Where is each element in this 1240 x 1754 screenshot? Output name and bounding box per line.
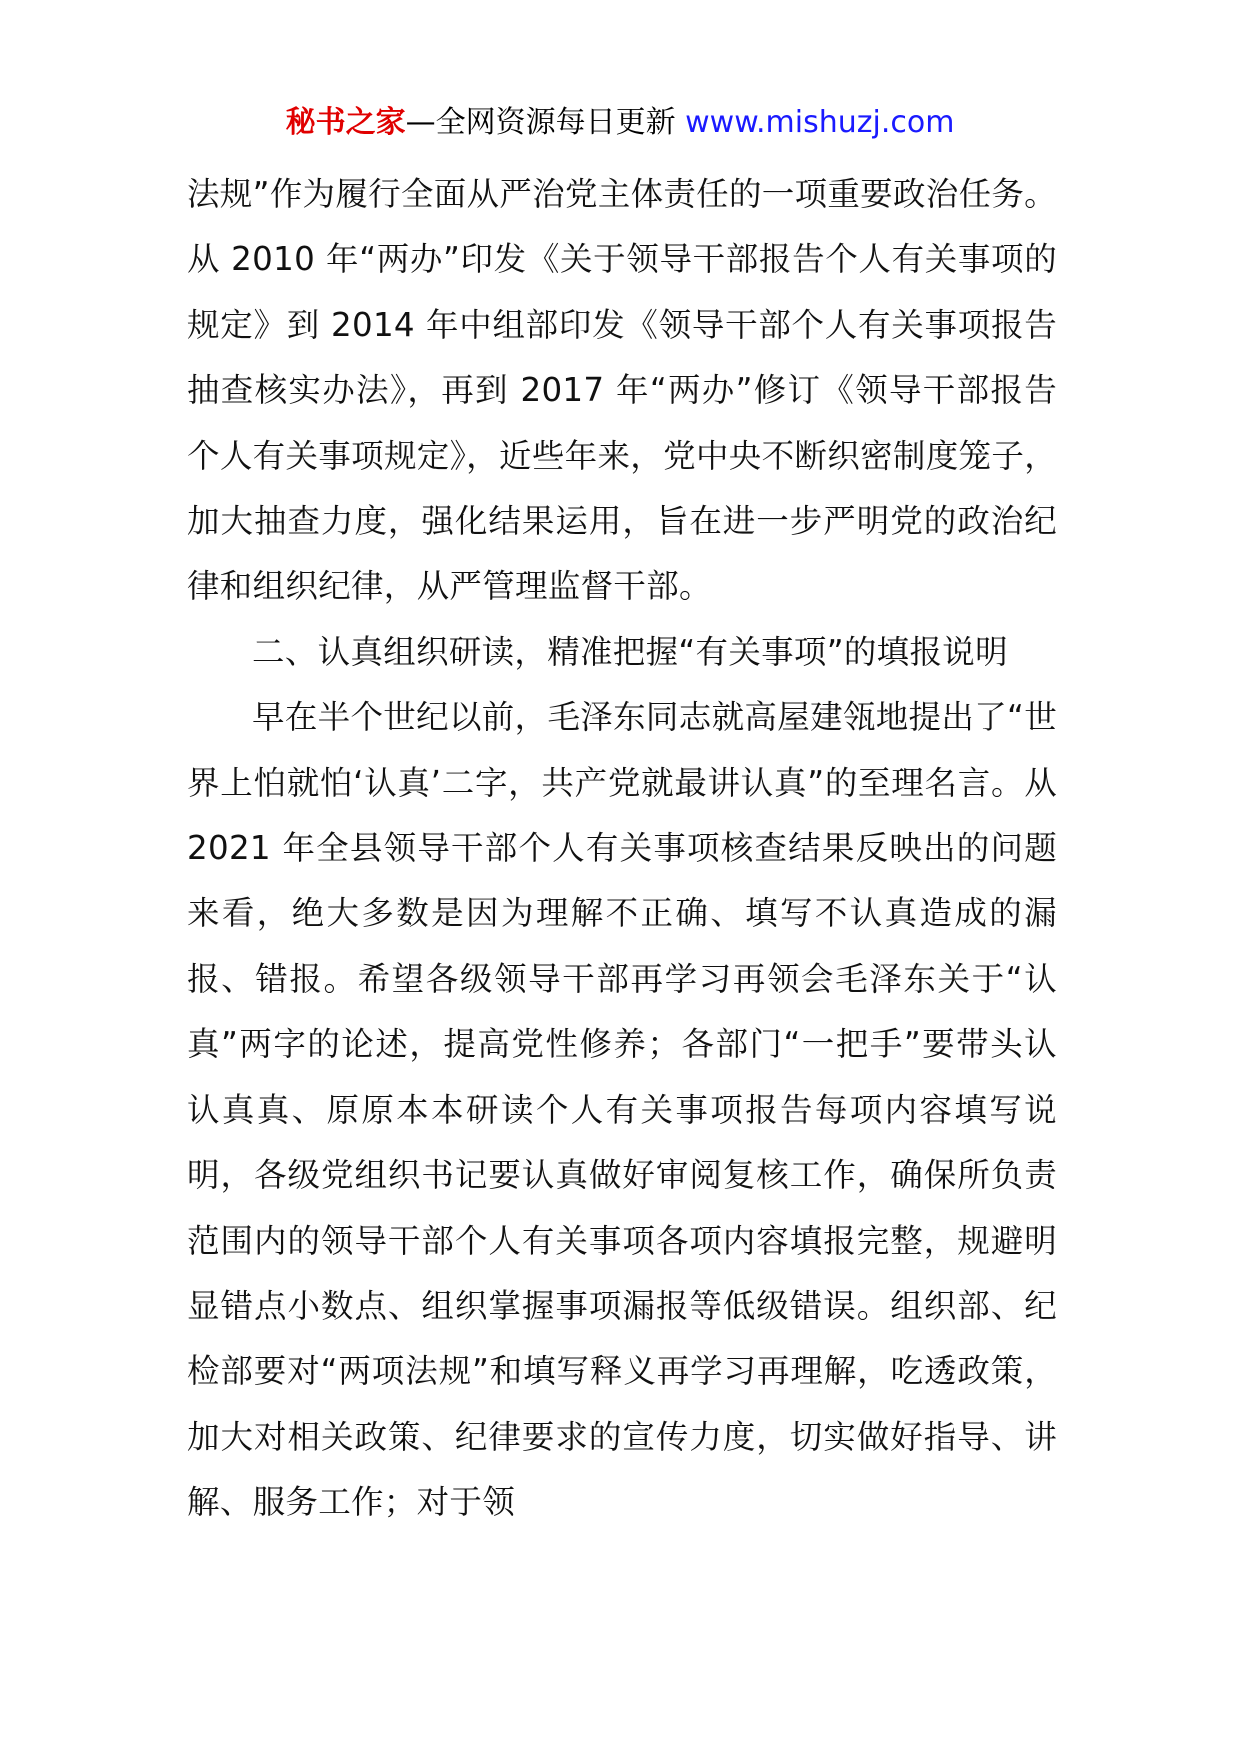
document-body xyxy=(187,162,1057,1536)
paragraph: 早在半个世纪以前，毛泽东同志就高屋建瓴地提出了“世界上怕就怕‘认真’二字，共产党就最讲认真”的至理名言。从 2021 年全县领导干部个人有关事项核查结果反映出的问题来看，绝大多数是因为理解不正确、填写不认真造成的漏报、错报。希望各级领导干部再学习再领会毛泽东关于“认真”两字的论述，提高党性修养；各部门“一把手”要带头认认真真、原原本本研读个人有关事项报告每项内容填写说明，各级党组织书记要认真做好审阅复核工作，确保所负责范围内的领导干部个人有关事项各项内容填报完整，规避明显错点小数点、组织掌握事项漏报等低级错误。组织部、纪检部要对“两项法规”和填写释义再学习再理解，吃透政策，加大对相关政策、纪律要求的宣传力度，切实做好指导、讲解、服务工作；对于领 xyxy=(187,698,1057,1522)
site-header xyxy=(0,100,1240,146)
site-url-link[interactable]: www.mishuzj.com xyxy=(685,105,955,140)
section-heading: 二、认真组织研读，精准把握“有关事项”的填报说明 xyxy=(252,632,1008,671)
header-tagline: —全网资源每日更新 xyxy=(405,105,686,140)
paragraph-continuation: 法规”作为履行全面从严治党主体责任的一项重要政治任务。从 2010 年“两办”印发《关于领导干部报告个人有关事项的规定》到 2014 年中组部印发《领导干部个人有关事项报告抽查核实办法》，再到 2017 年“两办”修订《领导干部报告个人有关事项规定》，近些年来，党中央不断织密制度笼子，加大抽查力度，强化结果运用，旨在进一步严明党的政治纪律和组织纪律，从严管理监督干部。 xyxy=(187,175,1057,606)
brand-name: 秘书之家 xyxy=(285,105,406,140)
